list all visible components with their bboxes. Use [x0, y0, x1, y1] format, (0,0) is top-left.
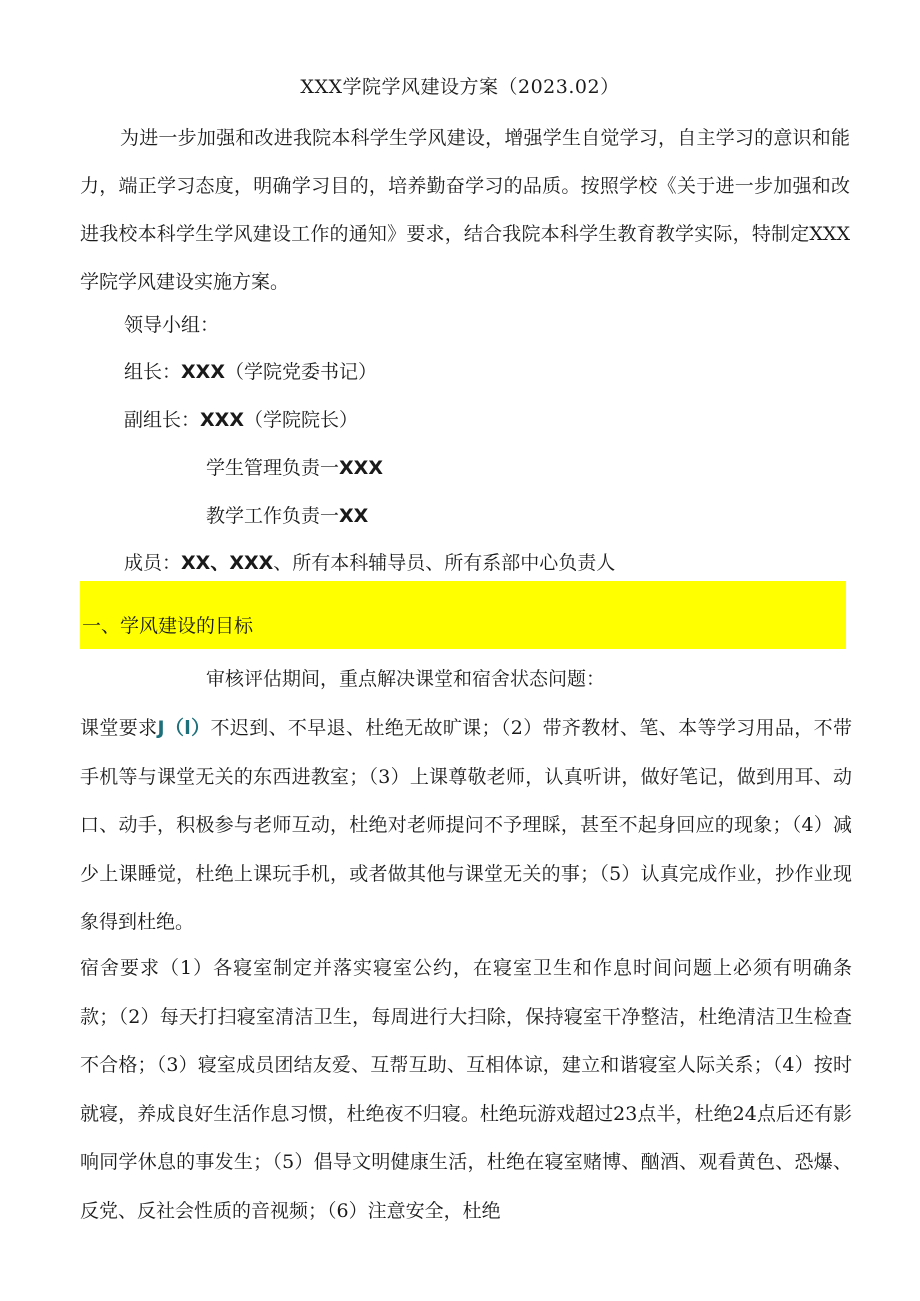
deputy-line — [124, 405, 358, 435]
leader-name: XXX — [181, 361, 225, 383]
members-rest: 、所有本科辅导员、所有系部中心负责人 — [273, 552, 616, 574]
members-names: XX、XXX — [181, 552, 274, 574]
intro-paragraph: 为进一步加强和改进我院本科学生学风建设，增强学生自觉学习，自主学习的意识和能力，端正学习态度，明确学习目的，培养勤奋学习的品质。按照学校《关于进一步加强和改进我校本科学生学风建设工作的通知》要求，结合我院本科学生教育教学实际，特制定XXX学院学风建设实施方案。 — [80, 127, 850, 293]
deputy-name: XXX — [200, 409, 244, 431]
student-mgmt-label: 学生管理负责一 — [206, 457, 340, 479]
classroom-marker: J（l） — [157, 717, 211, 739]
student-mgmt-name: XXX — [339, 457, 383, 479]
members-label: 成员： — [124, 552, 182, 574]
student-mgmt-line — [206, 453, 383, 483]
classroom-requirements — [80, 704, 852, 947]
leadership-heading: 领导小组： — [124, 314, 220, 336]
teaching-label: 教学工作负责一 — [206, 505, 340, 527]
teaching-line — [206, 501, 368, 531]
section-lead: 审核评估期间，重点解决课堂和宿舍状态问题： — [206, 668, 606, 690]
classroom-text: 不迟到、不早退、杜绝无故旷课；（2）带齐教材、笔、本等学习用品，不带手机等与课堂无关的东西进教室；（3）上课尊敬老师，认真听讲，做好笔记，做到用耳、动口、动手，积极参与老师互动，杜绝对老师提问不予理睬，甚至不起身回应的现象；（4）减少上课睡觉，杜绝上课玩手机，或者做其他与课堂无关的事；（5）认真完成作业，抄作业现象得到杜绝。 — [80, 717, 852, 933]
deputy-role: （学院院长） — [243, 409, 358, 431]
dorm-requirements: 宿舍要求（1）各寝室制定并落实寝室公约，在寝室卫生和作息时间问题上必须有明确条款；（2）每天打扫寝室清洁卫生，每周进行大扫除，保持寝室干净整洁，杜绝清洁卫生检查不合格；（3）寝室成员团结友爱、互帮互助、互相体谅，建立和谐寝室人际关系；（4）按时就寝，养成良好生活作息习惯，杜绝夜不归寝。杜绝玩游戏超过23点半，杜绝24点后还有影响同学休息的事发生；（5）倡导文明健康生活，杜绝在寝室赌博、酗酒、观看黄色、恐爆、反党、反社会性质的音视频；（6）注意安全，杜绝 — [80, 957, 852, 1222]
leader-role: （学院党委书记） — [224, 361, 377, 383]
members-line — [124, 548, 615, 578]
deputy-label: 副组长： — [124, 409, 201, 431]
section-heading: 一、学风建设的目标 — [82, 615, 254, 637]
classroom-label: 课堂要求 — [80, 717, 158, 739]
document-title: XXX学院学风建设方案（2023.02） — [300, 76, 620, 98]
leader-label: 组长： — [124, 361, 182, 383]
teaching-name: XX — [339, 505, 369, 527]
leader-line — [124, 357, 377, 387]
